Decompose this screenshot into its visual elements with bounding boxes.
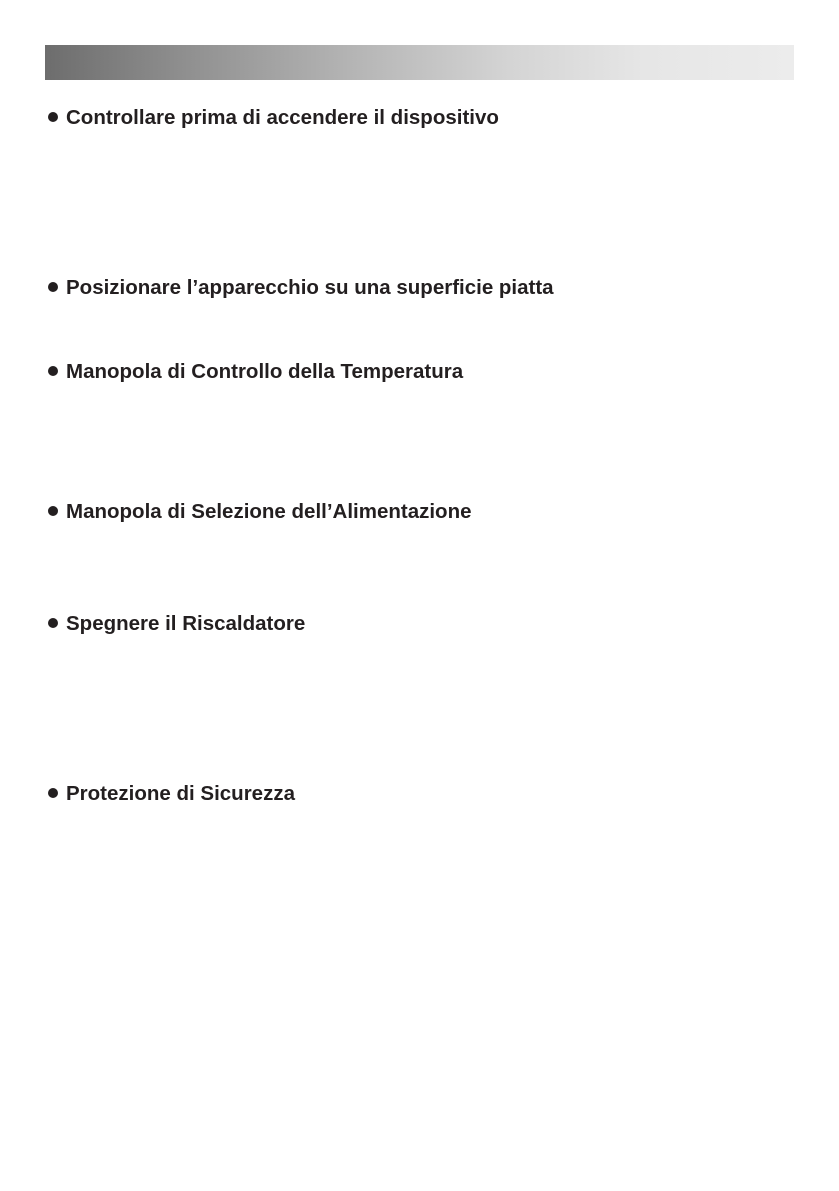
section-heading-text: Spegnere il Riscaldatore: [66, 612, 306, 635]
header-gradient-bar: [45, 45, 794, 80]
bullet-icon: [48, 618, 58, 628]
section-heading-flat-surface: [48, 276, 554, 300]
bullet-icon: [48, 366, 58, 376]
section-heading-power-knob: [48, 500, 472, 524]
section-heading-text: Protezione di Sicurezza: [66, 782, 295, 805]
bullet-icon: [48, 282, 58, 292]
section-heading-text: Manopola di Selezione dell’Alimentazione: [66, 500, 472, 523]
section-heading-text: Posizionare l’apparecchio su una superficie piatta: [66, 276, 554, 299]
section-heading-check-before-start: [48, 106, 499, 130]
section-heading-text: Controllare prima di accendere il dispositivo: [66, 106, 499, 129]
section-heading-turn-off: [48, 612, 305, 636]
bullet-icon: [48, 112, 58, 122]
section-heading-temperature-knob: [48, 360, 463, 384]
bullet-icon: [48, 788, 58, 798]
bullet-icon: [48, 506, 58, 516]
section-heading-text: Manopola di Controllo della Temperatura: [66, 360, 464, 383]
section-heading-safety-protection: [48, 782, 295, 806]
